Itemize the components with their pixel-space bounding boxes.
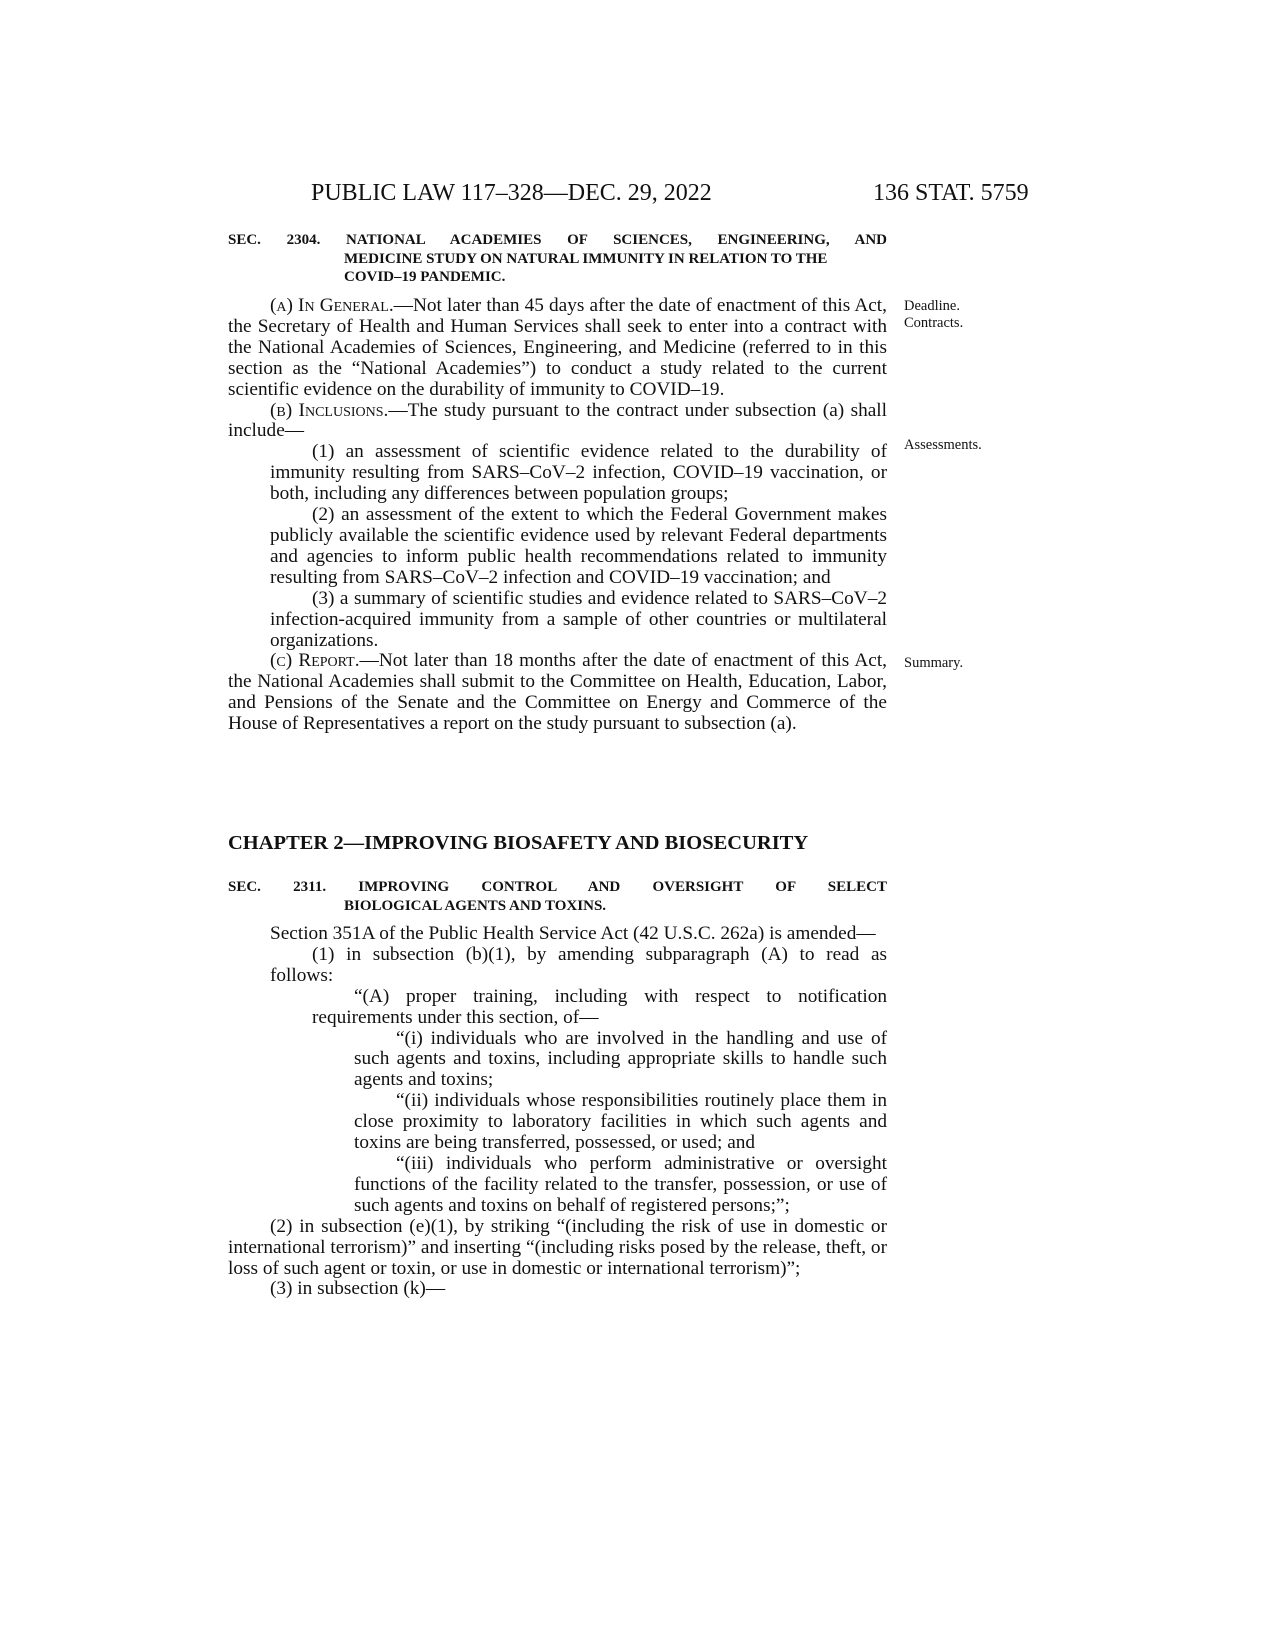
amendment-1-A-ii: “(ii) individuals whose responsibilities routinely place them in close proximity to laboratory facilities in which such agents and toxins are being transferred, possessed, or used; and <box>354 1090 887 1154</box>
sec-2304-heading <box>228 231 887 287</box>
margin-note-deadline: Deadline. <box>904 298 960 314</box>
paragraph-b1: (1) an assessment of scientific evidence related to the durability of immunity resulting from SARS–CoV–2 infection, COVID–19 vaccination, or both, including any differences between population groups; <box>270 441 887 505</box>
margin-note-assessments: Assessments. <box>904 437 982 453</box>
amendment-2: (2) in subsection (e)(1), by striking “(including the risk of use in domestic or international terrorism)” and inserting “(including risks posed by the release, theft, or loss of such agent or toxin, or use in domestic or international terrorism)”; <box>228 1215 887 1279</box>
statute-page-ref: 136 STAT. 5759 <box>873 180 1029 206</box>
subsection-c-label: (c) Report. <box>270 650 360 672</box>
subsection-a-label: (a) In General. <box>270 295 394 316</box>
sec-2311-heading-rest: BIOLOGICAL AGENTS AND TOXINS. <box>344 897 607 914</box>
subsection-c <box>228 651 887 735</box>
running-title: PUBLIC LAW 117–328—DEC. 29, 2022 <box>311 180 712 206</box>
paragraph-b2: (2) an assessment of the extent to which the Federal Government makes publicly available the scientific evidence used by relevant Federal departments and agencies to inform public health recommendations related to immunity resulting from SARS–CoV–2 infection and COVID–19 vaccination; and <box>270 504 887 588</box>
sec-2311-heading-line1: SEC. 2311. IMPROVING CONTROL AND OVERSIGHT OF SELECT <box>228 879 887 895</box>
subsection-c-text: —Not later than 18 months after the date of enactment of this Act, the National Academies shall submit to the Committee on Health, Education, Labor, and Pensions of the Senate and the Committee on Energy and Commerce of the House of Representatives a report on the study pursuant to subsection (a). <box>228 650 887 735</box>
amendment-1-A: “(A) proper training, including with respect to notification requirements under this section, of— <box>312 985 887 1028</box>
amendment-3: (3) in subsection (k)— <box>270 1278 446 1300</box>
subsection-a-text: —Not later than 45 days after the date of enactment of this Act, the Secretary of Health and Human Services shall seek to enter into a contract with the National Academies of Sciences, Engineering, and Medicine (referred to in this section as the “National Academies”) to conduct a study related to the current scientific evidence on the durability of immunity to COVID–19. <box>228 295 887 400</box>
margin-note-contracts: Contracts. <box>904 315 964 331</box>
amendment-1-A-iii: “(iii) individuals who perform administrative or oversight functions of the facility related to the transfer, possession, or use of such agents and toxins on behalf of registered persons;”; <box>354 1152 887 1216</box>
sec-2304-heading-line1: SEC. 2304. NATIONAL ACADEMIES OF SCIENCES, ENGINEERING, AND <box>228 232 887 248</box>
sec-2311-heading <box>228 878 887 915</box>
page-header <box>0 180 1275 220</box>
amendment-1-A-i: “(i) individuals who are involved in the handling and use of such agents and toxins, including appropriate skills to handle such agents and toxins; <box>354 1027 887 1091</box>
subsection-b-label: (b) Inclusions. <box>270 399 389 421</box>
sec-2311-body <box>228 924 887 1300</box>
sec-2304-body <box>228 296 887 735</box>
margin-note-summary: Summary. <box>904 655 964 671</box>
paragraph-b3: (3) a summary of scientific studies and evidence related to SARS–CoV–2 infection-acquired immunity from a sample of other countries or multilateral organizations. <box>270 587 887 651</box>
subsection-a <box>228 296 887 401</box>
chapter-heading: CHAPTER 2—IMPROVING BIOSAFETY AND BIOSECURITY <box>228 832 809 854</box>
subsection-b-text: —The study pursuant to the contract under subsection (a) shall include— <box>228 399 887 442</box>
amendment-1: (1) in subsection (b)(1), by amending subparagraph (A) to read as follows: <box>270 943 887 986</box>
subsection-b <box>228 401 887 443</box>
sec-2304-heading-rest: MEDICINE STUDY ON NATURAL IMMUNITY IN RELATION TO THE COVID–19 PANDEMIC. <box>344 250 828 285</box>
sec-2311-intro: Section 351A of the Public Health Service Act (42 U.S.C. 262a) is amended— <box>270 923 876 944</box>
